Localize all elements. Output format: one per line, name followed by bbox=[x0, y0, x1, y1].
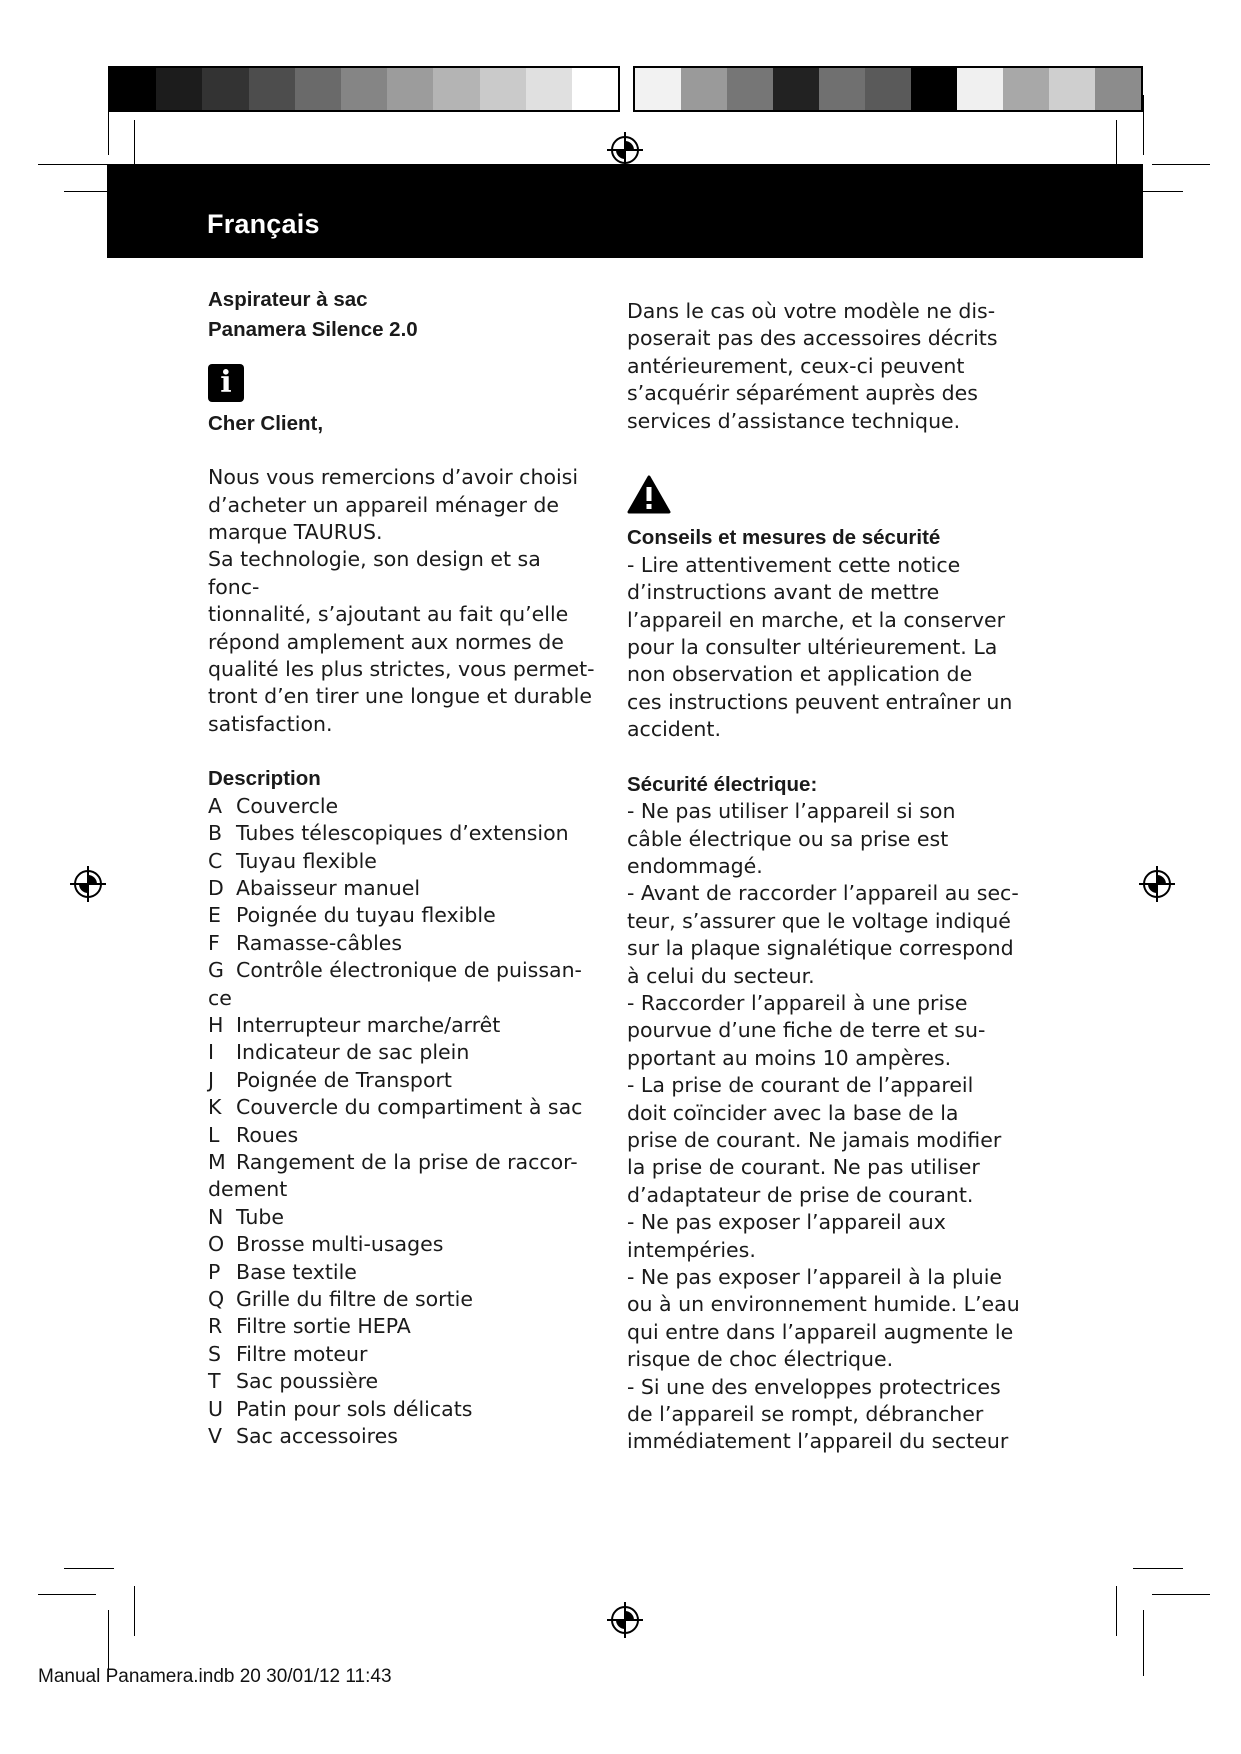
crop-mark bbox=[1152, 164, 1210, 165]
item-label: Contrôle électronique de puissan- bbox=[236, 958, 582, 983]
color-swatch bbox=[341, 68, 387, 110]
text-line: - Si une des enveloppes protectrices bbox=[627, 1374, 1001, 1399]
left-column bbox=[208, 286, 598, 1450]
color-swatch bbox=[480, 68, 526, 110]
item-label: Couvercle du compartiment à sac bbox=[236, 1095, 583, 1120]
item-label: ce bbox=[208, 985, 232, 1010]
list-item bbox=[208, 1341, 598, 1368]
product-name: Aspirateur à sac bbox=[208, 288, 368, 311]
item-letter: P bbox=[208, 1259, 221, 1284]
crop-mark bbox=[64, 1568, 114, 1569]
item-label: Filtre sortie HEPA bbox=[236, 1314, 411, 1339]
list-item bbox=[208, 1286, 598, 1313]
registration-mark-icon bbox=[605, 1600, 645, 1640]
color-swatch bbox=[572, 68, 618, 110]
list-item bbox=[208, 1094, 598, 1121]
item-label: Poignée de Transport bbox=[236, 1067, 452, 1092]
text-line: teur, s’assurer que le voltage indiqué bbox=[627, 908, 1011, 933]
text-line: de l’appareil se rompt, débrancher bbox=[627, 1402, 984, 1427]
item-label: Base textile bbox=[236, 1259, 357, 1284]
item-letter: O bbox=[208, 1232, 225, 1257]
info-icon: i bbox=[208, 364, 244, 402]
text-line: doit coïncider avec la base de la bbox=[627, 1100, 959, 1125]
color-swatch bbox=[727, 68, 773, 110]
crop-mark bbox=[1116, 1586, 1117, 1636]
list-item bbox=[208, 985, 598, 1012]
text-line: - Ne pas utiliser l’appareil si son bbox=[627, 799, 956, 824]
item-letter: J bbox=[208, 1067, 215, 1092]
color-swatch bbox=[865, 68, 911, 110]
registration-mark-icon bbox=[1137, 864, 1177, 904]
safety-heading: Conseils et mesures de sécurité bbox=[627, 526, 941, 550]
item-label: Roues bbox=[236, 1122, 299, 1147]
item-label: Sac accessoires bbox=[236, 1424, 398, 1449]
color-swatch bbox=[202, 68, 248, 110]
item-label: Filtre moteur bbox=[236, 1341, 368, 1366]
crop-mark bbox=[1116, 120, 1117, 170]
list-item bbox=[208, 1012, 598, 1039]
print-slug: Manual Panamera.indb 20 30/01/12 11:43 bbox=[38, 1666, 392, 1687]
item-letter: S bbox=[208, 1341, 222, 1366]
item-letter: D bbox=[208, 875, 224, 900]
text-line: répond amplement aux normes de bbox=[208, 629, 564, 654]
list-item bbox=[208, 1423, 598, 1450]
text-line: antérieurement, ceux-ci peuvent bbox=[627, 353, 965, 378]
text-line: immédiatement l’appareil du secteur bbox=[627, 1429, 1009, 1454]
item-letter: I bbox=[208, 1040, 215, 1065]
item-label: Rangement de la prise de raccor- bbox=[236, 1149, 578, 1174]
list-item bbox=[208, 848, 598, 875]
item-letter: H bbox=[208, 1012, 224, 1037]
item-label: Poignée du tuyau flexible bbox=[236, 903, 496, 928]
color-swatch bbox=[156, 68, 202, 110]
list-item bbox=[208, 1149, 598, 1176]
text-line: poserait pas des accessoires décrits bbox=[627, 326, 998, 351]
item-letter: U bbox=[208, 1396, 224, 1421]
item-label: dement bbox=[208, 1177, 288, 1202]
color-calibration-bar-left bbox=[108, 66, 620, 112]
color-swatch bbox=[681, 68, 727, 110]
list-item bbox=[208, 957, 598, 984]
text-line: sur la plaque signalétique correspond bbox=[627, 936, 1014, 961]
text-line: pportant au moins 10 ampères. bbox=[627, 1045, 952, 1070]
list-item bbox=[208, 902, 598, 929]
text-line: tionnalité, s’ajoutant au fait qu’elle bbox=[208, 602, 569, 627]
language-header-band bbox=[107, 164, 1143, 258]
text-line: intempéries. bbox=[627, 1237, 756, 1262]
list-item bbox=[208, 1204, 598, 1231]
description-heading: Description bbox=[208, 767, 321, 791]
text-line: câble électrique ou sa prise est bbox=[627, 826, 949, 851]
item-label: Brosse multi-usages bbox=[236, 1232, 444, 1257]
text-line: à celui du secteur. bbox=[627, 963, 815, 988]
text-line: - Raccorder l’appareil à une prise bbox=[627, 990, 968, 1015]
safety-intro bbox=[627, 552, 1022, 744]
text-line: - La prise de courant de l’appareil bbox=[627, 1073, 974, 1098]
color-swatch bbox=[1049, 68, 1095, 110]
registration-mark-icon bbox=[68, 864, 108, 904]
item-letter: M bbox=[208, 1149, 226, 1174]
item-letter: A bbox=[208, 793, 223, 818]
item-letter: K bbox=[208, 1095, 222, 1120]
list-item bbox=[208, 1396, 598, 1423]
list-item bbox=[208, 820, 598, 847]
item-letter: C bbox=[208, 848, 223, 873]
color-swatch bbox=[819, 68, 865, 110]
item-label: Interrupteur marche/arrêt bbox=[236, 1012, 501, 1037]
text-line: marque TAURUS. bbox=[208, 520, 383, 545]
list-item bbox=[208, 1176, 598, 1203]
item-letter: V bbox=[208, 1424, 223, 1449]
text-line: ou à un environnement humide. L’eau bbox=[627, 1292, 1020, 1317]
color-swatch bbox=[526, 68, 572, 110]
text-line: Dans le cas où votre modèle ne dis- bbox=[627, 299, 996, 323]
list-item bbox=[208, 1039, 598, 1066]
text-line: pour la consulter ultérieurement. La bbox=[627, 635, 998, 660]
list-item bbox=[208, 1122, 598, 1149]
color-swatch bbox=[249, 68, 295, 110]
list-item bbox=[208, 930, 598, 957]
text-line: services d’assistance technique. bbox=[627, 408, 961, 433]
crop-mark bbox=[134, 1586, 135, 1636]
text-line: satisfaction. bbox=[208, 711, 333, 736]
text-line: Sa technologie, son design et sa fonc- bbox=[208, 547, 541, 599]
crop-mark bbox=[134, 120, 135, 170]
text-line: l’appareil en marche, et la conserver bbox=[627, 607, 1006, 632]
item-letter: N bbox=[208, 1204, 224, 1229]
list-item bbox=[208, 1368, 598, 1395]
intro-paragraph bbox=[208, 464, 598, 738]
text-line: la prise de courant. Ne pas utiliser bbox=[627, 1155, 980, 1180]
item-label: Ramasse-câbles bbox=[236, 930, 403, 955]
color-swatch bbox=[635, 68, 681, 110]
item-letter: G bbox=[208, 958, 224, 983]
color-swatch bbox=[957, 68, 1003, 110]
text-line: s’acquérir séparément auprès des bbox=[627, 381, 978, 406]
list-item bbox=[208, 875, 598, 902]
item-letter: E bbox=[208, 903, 221, 928]
crop-mark bbox=[1143, 95, 1144, 155]
color-swatch bbox=[295, 68, 341, 110]
description-list bbox=[208, 793, 598, 1451]
electrical-safety-heading: Sécurité électrique: bbox=[627, 772, 818, 796]
item-letter: T bbox=[208, 1369, 221, 1394]
text-line: prise de courant. Ne jamais modifier bbox=[627, 1127, 1002, 1152]
list-item bbox=[208, 1259, 598, 1286]
item-letter: L bbox=[208, 1122, 220, 1147]
text-line: ces instructions peuvent entraîner un bbox=[627, 689, 1013, 714]
text-line: - Ne pas exposer l’appareil aux bbox=[627, 1210, 946, 1235]
list-item bbox=[208, 1231, 598, 1258]
item-label: Indicateur de sac plein bbox=[236, 1040, 470, 1065]
item-label: Grille du filtre de sortie bbox=[236, 1287, 473, 1311]
crop-mark bbox=[38, 164, 108, 165]
item-letter: F bbox=[208, 930, 220, 955]
right-column bbox=[627, 298, 1022, 1456]
electrical-safety-text bbox=[627, 798, 1022, 1456]
list-item bbox=[208, 1067, 598, 1094]
color-swatch bbox=[1003, 68, 1049, 110]
item-label: Tube bbox=[236, 1204, 285, 1229]
item-letter: B bbox=[208, 821, 223, 846]
color-swatch bbox=[1095, 68, 1141, 110]
list-item bbox=[208, 1313, 598, 1340]
color-swatch bbox=[433, 68, 479, 110]
text-line: - Avant de raccorder l’appareil au sec- bbox=[627, 881, 1019, 906]
crop-mark bbox=[108, 95, 109, 155]
color-swatch bbox=[773, 68, 819, 110]
text-line: tront d’en tirer une longue et durable bbox=[208, 684, 592, 709]
text-line: risque de choc électrique. bbox=[627, 1347, 894, 1372]
text-line: accident. bbox=[627, 717, 721, 742]
text-line: qui entre dans l’appareil augmente le bbox=[627, 1319, 1014, 1344]
warning-icon bbox=[627, 475, 671, 515]
text-line: non observation et application de bbox=[627, 662, 973, 687]
crop-mark bbox=[1143, 1610, 1144, 1676]
accessories-note bbox=[627, 298, 1022, 435]
crop-mark bbox=[1133, 1568, 1183, 1569]
color-swatch bbox=[387, 68, 433, 110]
text-line: - Lire attentivement cette notice bbox=[627, 552, 961, 577]
page-title: Français bbox=[207, 209, 320, 239]
text-line: d’acheter un appareil ménager de bbox=[208, 492, 560, 517]
text-line: - Ne pas exposer l’appareil à la pluie bbox=[627, 1265, 1003, 1289]
text-line: Nous vous remercions d’avoir choisi bbox=[208, 465, 579, 490]
text-line: endommagé. bbox=[627, 853, 763, 878]
product-model: Panamera Silence 2.0 bbox=[208, 318, 418, 342]
item-letter: Q bbox=[208, 1287, 225, 1311]
item-label: Tuyau flexible bbox=[236, 848, 377, 873]
item-label: Sac poussière bbox=[236, 1369, 379, 1394]
item-letter: R bbox=[208, 1314, 223, 1339]
greeting: Cher Client, bbox=[208, 411, 324, 435]
text-line: qualité les plus strictes, vous permet- bbox=[208, 657, 595, 682]
text-line: d’adaptateur de prise de courant. bbox=[627, 1182, 974, 1207]
color-swatch bbox=[911, 68, 957, 110]
crop-mark bbox=[1152, 1594, 1210, 1595]
crop-mark bbox=[38, 1594, 96, 1595]
color-swatch bbox=[110, 68, 156, 110]
item-label: Tubes télescopiques d’extension bbox=[236, 821, 569, 846]
item-label: Patin pour sols délicats bbox=[236, 1396, 473, 1421]
color-calibration-bar-right bbox=[633, 66, 1143, 112]
text-line: d’instructions avant de mettre bbox=[627, 580, 940, 605]
list-item bbox=[208, 793, 598, 820]
text-line: pourvue d’une fiche de terre et su- bbox=[627, 1018, 986, 1043]
item-label: Abaisseur manuel bbox=[236, 875, 421, 900]
item-label: Couvercle bbox=[236, 793, 339, 818]
